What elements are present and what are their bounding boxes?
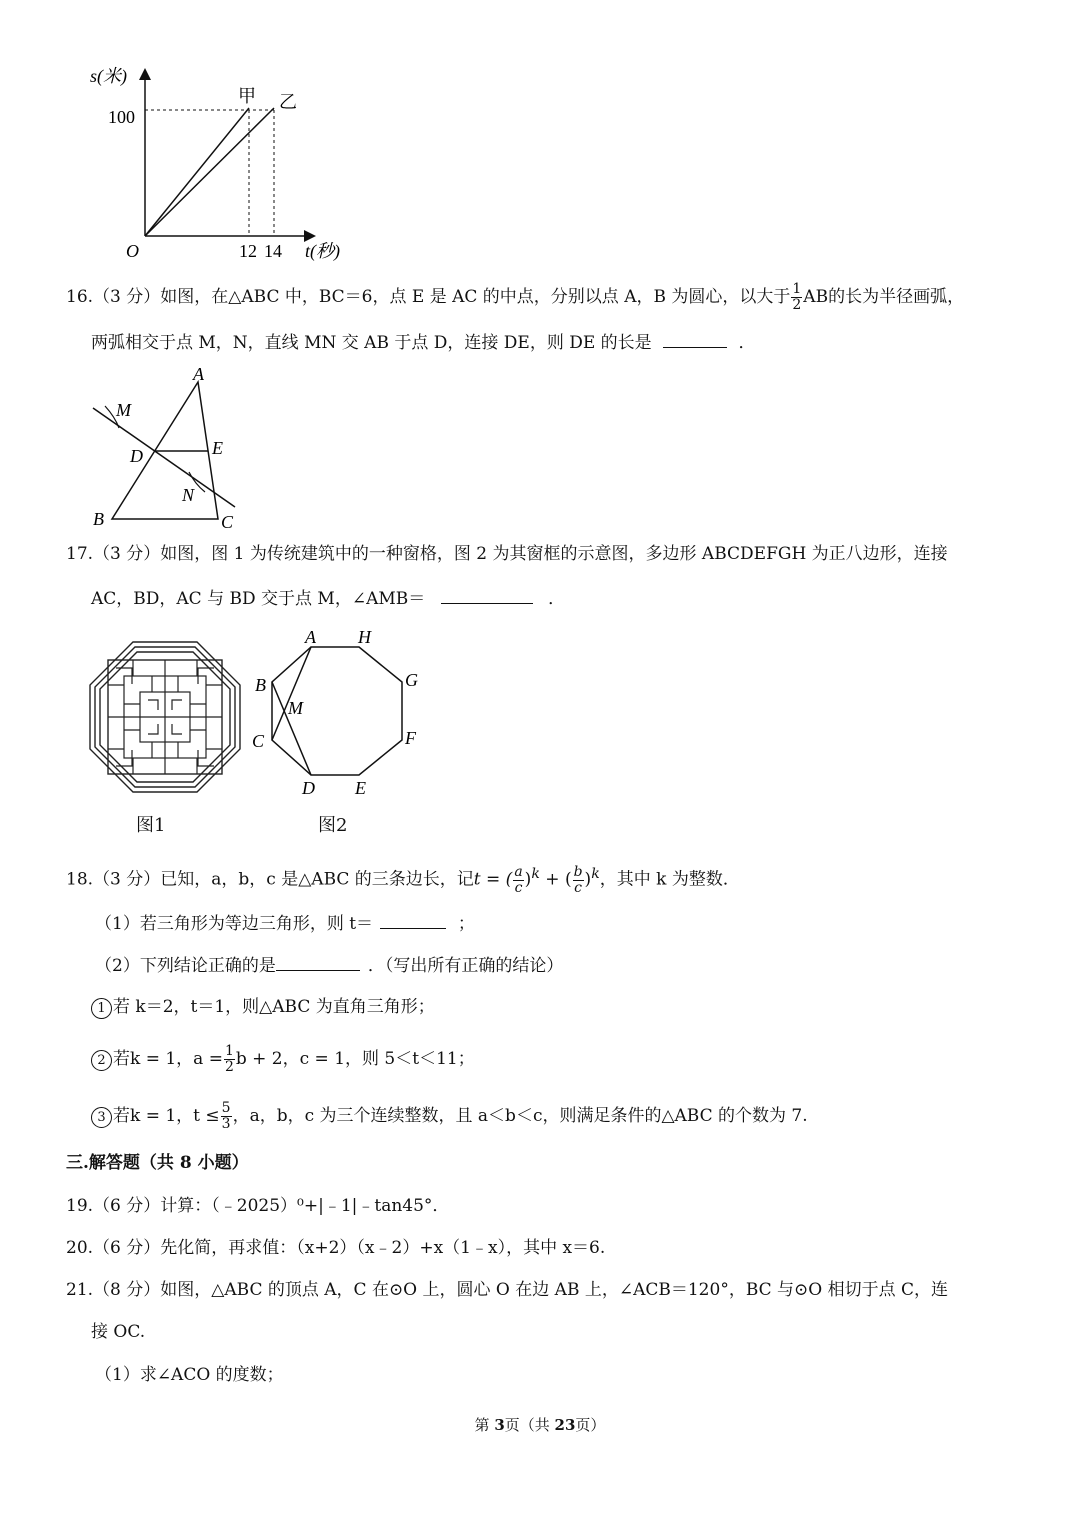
s-label: s(米) bbox=[90, 66, 127, 86]
q18-sub2-end: ．（写出所有正确的结论） bbox=[367, 956, 564, 976]
q18-paren2: ) bbox=[584, 869, 592, 890]
section-3-heading: 三.解答题（共 8 小题） bbox=[66, 1153, 249, 1173]
fig2-label-g: G bbox=[405, 670, 418, 690]
fig16-label-e: E bbox=[212, 438, 223, 458]
q18-formula-t: t = ( bbox=[473, 869, 513, 890]
fig16-label-d: D bbox=[130, 446, 143, 466]
q18-option-3 bbox=[91, 1101, 808, 1132]
q18-sup1: k bbox=[531, 866, 540, 882]
line-yi bbox=[145, 108, 274, 236]
footer-page-number: 3 bbox=[494, 1416, 505, 1434]
q18-paren1: ) bbox=[524, 869, 532, 890]
q18-opt1-text: 若 k＝2，t＝1，则△ABC 为直角三角形； bbox=[113, 997, 435, 1017]
q18-opt3-a: 若k = 1，t ≤ bbox=[113, 1106, 220, 1126]
page-footer bbox=[0, 1414, 1080, 1435]
origin-label: O bbox=[126, 241, 139, 261]
q18-sub1-end: ； bbox=[457, 914, 475, 934]
q18-option-1 bbox=[91, 995, 435, 1019]
q20-score: （6 分） bbox=[93, 1238, 161, 1258]
q16-line2 bbox=[91, 329, 756, 355]
distance-time-graph bbox=[80, 60, 370, 270]
fig2-label-f: F bbox=[405, 728, 416, 748]
line-ac bbox=[272, 647, 311, 740]
q21-line1 bbox=[66, 1278, 948, 1302]
q16-line1 bbox=[66, 282, 964, 313]
q18-sub1-text: （1）若三角形为等边三角形，则 t＝ bbox=[95, 914, 374, 934]
circled-number-3: 3 bbox=[91, 1107, 112, 1128]
q18-line1 bbox=[66, 862, 740, 896]
octagon-figure bbox=[248, 622, 428, 802]
yi-label: 乙 bbox=[279, 92, 297, 112]
fig16-label-a: A bbox=[193, 364, 204, 384]
fig16-label-c: C bbox=[221, 512, 234, 532]
q16-text-a: 如图，在△ABC 中，BC＝6，点 E 是 AC 的中点，分别以点 A，B 为圆心，以大于 bbox=[160, 287, 791, 307]
q18-option-2 bbox=[91, 1044, 475, 1075]
q20-number: 20. bbox=[66, 1238, 94, 1258]
q18-sub1 bbox=[95, 910, 475, 936]
q19-score: （6 分） bbox=[93, 1196, 161, 1216]
fig1-caption: 图1 bbox=[136, 815, 166, 836]
q18-opt2-frac: $\frac{1}{2}$ bbox=[224, 1043, 234, 1075]
q19-text: 计算：（﹣2025）⁰+|﹣1|﹣tan45°． bbox=[160, 1196, 450, 1216]
q18-sub2-blank[interactable] bbox=[276, 952, 360, 971]
footer-total-pages: 23 bbox=[554, 1416, 576, 1434]
x-tick-14: 14 bbox=[264, 241, 282, 261]
footer-prefix: 第 bbox=[474, 1416, 495, 1434]
q18-opt3-b: ，a，b，c 为三个连续整数，且 a＜b＜c，则满足条件的△ABC 的个数为 7. bbox=[232, 1106, 808, 1126]
q18-opt2-a: 若k = 1，a = bbox=[113, 1049, 223, 1069]
q21-line2: 接 OC. bbox=[91, 1322, 146, 1342]
q20 bbox=[66, 1236, 605, 1260]
fig2-label-m: M bbox=[288, 698, 303, 718]
fig2-label-d: D bbox=[302, 778, 315, 798]
q18-number: 18. bbox=[66, 869, 94, 890]
t-label: t(秒) bbox=[305, 241, 340, 261]
q18-opt2-b: b + 2，c = 1，则 5＜t＜11； bbox=[235, 1049, 475, 1069]
q21-sub1: （1）求∠ACO 的度数； bbox=[95, 1365, 284, 1385]
q16-text-b: AB的长为半径画弧， bbox=[803, 287, 965, 307]
fig2-label-h: H bbox=[358, 627, 371, 647]
q17-line2 bbox=[91, 585, 565, 611]
circled-number-2: 2 bbox=[91, 1050, 112, 1071]
q17-text-a: 如图，图 1 为传统建筑中的一种窗格，图 2 为其窗框的示意图，多边形 ABCDEFGH 为正八边形，连接 bbox=[160, 544, 948, 564]
q18-sup2: k bbox=[591, 866, 600, 882]
q16-number: 16. bbox=[66, 287, 94, 307]
q18-sub1-blank[interactable] bbox=[380, 910, 446, 929]
q19-number: 19. bbox=[66, 1196, 94, 1216]
circled-number-1: 1 bbox=[91, 998, 112, 1019]
q18-frac-b-c: $\frac{b}{c}$ bbox=[573, 863, 583, 896]
fig16-label-n: N bbox=[182, 485, 195, 505]
line-bd bbox=[272, 682, 311, 775]
q18-score: （3 分） bbox=[93, 869, 161, 890]
q18-opt3-frac: $\frac{5}{3}$ bbox=[221, 1100, 231, 1132]
fig2-label-a: A bbox=[305, 627, 316, 647]
x-tick-12: 12 bbox=[239, 241, 257, 261]
q18-text-a: 已知，a，b，c 是△ABC 的三条边长，记 bbox=[160, 869, 474, 890]
footer-mid: 页（共 bbox=[504, 1416, 555, 1434]
fig2-label-c: C bbox=[252, 731, 265, 751]
q17-line1 bbox=[66, 542, 948, 566]
q20-text: 先化简，再求值：（x+2）（x﹣2）+x（1﹣x），其中 x＝6. bbox=[160, 1238, 606, 1258]
fig16-label-m: M bbox=[116, 400, 131, 420]
q17-answer-blank[interactable] bbox=[441, 585, 533, 604]
q21-number: 21. bbox=[66, 1280, 94, 1300]
q16-fraction: $\frac{1}{2}$ bbox=[792, 281, 802, 313]
q16-figure bbox=[85, 362, 255, 532]
q17-line2-a: AC，BD，AC 与 BD 交于点 M，∠AMB＝ bbox=[91, 589, 426, 609]
q18-text-b: ，其中 k 为整数． bbox=[599, 869, 740, 890]
fig2-caption: 图2 bbox=[318, 815, 348, 836]
jia-label: 甲 bbox=[238, 86, 256, 106]
q18-sub2-text: （2）下列结论正确的是 bbox=[95, 956, 276, 976]
q16-line2-a: 两弧相交于点 M，N，直线 MN 交 AB 于点 D，连接 DE，则 DE 的长是 bbox=[91, 333, 652, 353]
fig2-label-e: E bbox=[355, 778, 366, 798]
q18-frac-a-c: $\frac{a}{c}$ bbox=[514, 863, 523, 896]
q16-line2-b: ． bbox=[738, 333, 756, 353]
q17-line2-b: ． bbox=[548, 589, 566, 609]
q18-plus: + ( bbox=[539, 869, 572, 890]
q21-text-a: 如图，△ABC 的顶点 A，C 在⊙O 上，圆心 O 在边 AB 上，∠ACB＝120°，BC 与⊙O 相切于点 C，连 bbox=[160, 1280, 949, 1300]
q16-answer-blank[interactable] bbox=[663, 329, 727, 348]
q19 bbox=[66, 1194, 449, 1218]
fig2-label-b: B bbox=[255, 675, 266, 695]
q17-score: （3 分） bbox=[93, 544, 161, 564]
q21-score: （8 分） bbox=[93, 1280, 161, 1300]
footer-suffix: 页） bbox=[575, 1416, 606, 1434]
line-jia bbox=[145, 108, 249, 236]
y-tick-100: 100 bbox=[108, 107, 135, 127]
q17-number: 17. bbox=[66, 544, 94, 564]
fig16-label-b: B bbox=[93, 509, 104, 529]
q18-sub2 bbox=[95, 952, 563, 978]
q16-score: （3 分） bbox=[93, 287, 161, 307]
window-lattice-figure bbox=[88, 640, 242, 794]
